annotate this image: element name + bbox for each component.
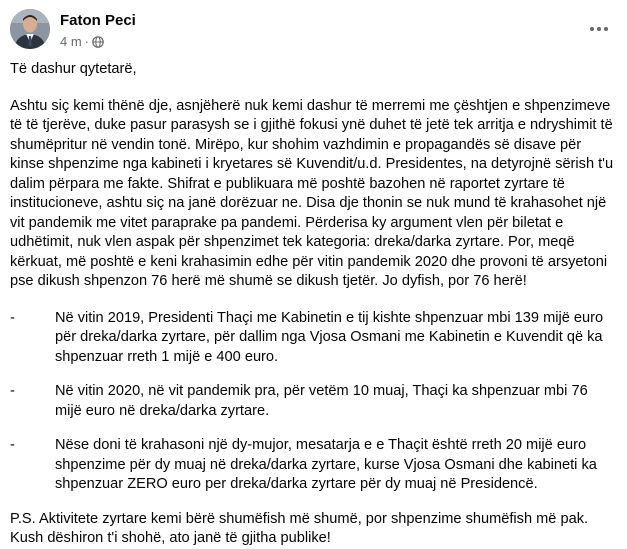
meta-separator: · [84, 34, 90, 49]
bullet-dash: - [10, 437, 15, 453]
post-meta [60, 34, 104, 49]
post-body [10, 60, 615, 549]
list-item [10, 436, 615, 495]
bullet-dash: - [10, 309, 15, 326]
bullet-text: Në vitin 2019, Presidenti Thaçi me Kabinetin e tij kishte shpenzuar mbi 139 mijë euro për dreka/darka zyrtare, për dallim nga Vjosa Osmani me Kabinetin e Kuvendit që ka shpenzuar rreth 1 mijë e 400 euro. [55, 309, 604, 365]
avatar-image [10, 9, 50, 49]
bullet-text: Në vitin 2020, në vit pandemik pra, për vetëm 10 muaj, Thaçi ka shpenzuar mbi 76 mijë euro në dreka/darka zyrtare. [55, 383, 588, 419]
bullet-dash: - [10, 383, 15, 399]
post-postscript: P.S. Aktivitete zyrtare kemi bërë shumëfish më shumë, por shpenzime shumëfish më pak. Kush dëshiron t'i shohë, ato janë të gjitha publike! [10, 510, 589, 546]
list-item [10, 382, 615, 421]
author-name[interactable]: Faton Peci [60, 12, 136, 29]
avatar[interactable] [10, 9, 50, 49]
bullet-text: Nëse doni të krahasoni një dy-mujor, mesatarja e e Thaçit është rreth 20 mijë euro shpenzime për dy muaj në dreka/darka zyrtare, kurse Vjosa Osmani dhe kabineti ka shpenzuar ZERO euro per dreka/darka zyrtare për dy muaj në Presidencë. [55, 437, 597, 492]
post-time[interactable]: 4 m [60, 34, 82, 49]
list-item [10, 309, 615, 368]
post-header [10, 9, 617, 53]
post-paragraph: Ashtu siç kemi thënë dje, asnjëherë nuk kemi dashur të merremi me çështjen e shpenzimeve të të tjerëve, duke pasur parasysh se i gjithë fokusi ynë duhet të jetë tek arritja e ndryshimit të shumëpritur në vendin tonë. Mirëpo, kur shohim vazhdimin e propagandës së disave për kinse shpenzime nga kabineti i kryetares së Kuvendit/u.d. Presidentes, na detyrojnë sërish t'u dalim përpara me fakte. Shifrat e publikuara më poshtë bazohen në raportet zyrtare të institucioneve, ashtu siç na janë dorëzuar ne. Disa dje thonin se nuk mund të krahasohet një vit pandemik me vitet paraprake pa pandemi. Përderisa ky argument vlen për biletat e udhëtimit, nuk vlen aspak për shpenzimet tek kategoria: dreka/darka zyrtare. Por, meqë kërkuat, më poshtë e keni krahasimin edhe për vitin pandemik 2020 dhe provoni të arsyetoni pse dikush shpenzon 76 herë më shumë se dikush tjetër. Jo dyfish, por 76 herë! [10, 97, 614, 289]
globe-icon[interactable] [92, 36, 104, 48]
more-options-icon[interactable] [587, 19, 611, 39]
post-greeting: Të dashur qytetarë, [10, 61, 137, 77]
